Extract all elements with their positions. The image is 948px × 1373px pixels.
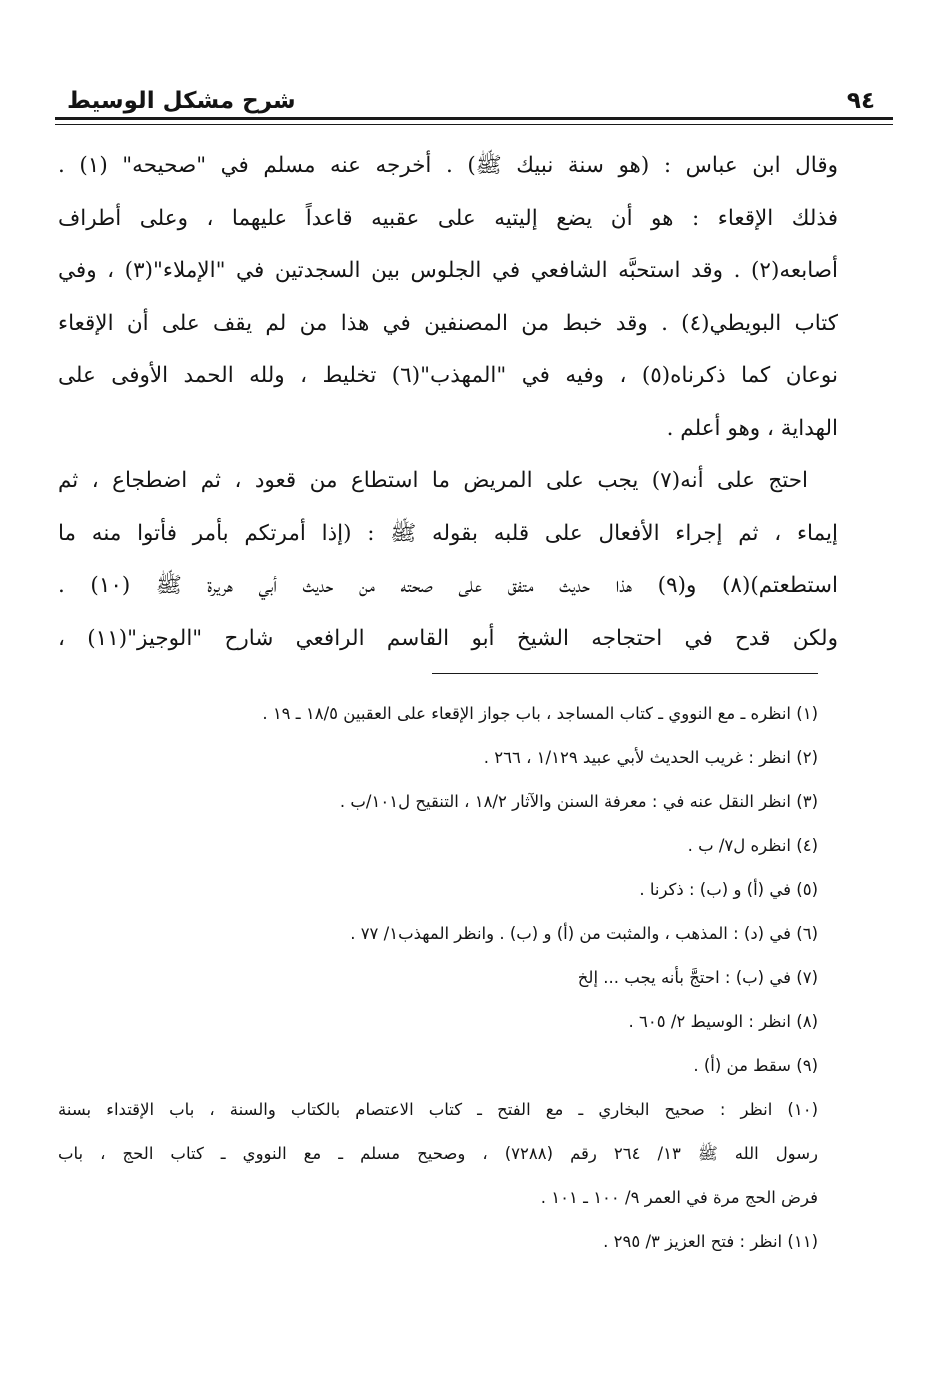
footnote: (١) انظره ـ مع النووي ـ كتاب المساجد ، باب جواز الإقعاء على العقبين ١٨/٥ ـ ١٩ . <box>262 704 818 723</box>
text-line: استطعتم)(٨) و(٩) هذا حديث متفق على صحته من حديث أبي هريرة ﷺ (١٠) . <box>58 573 838 598</box>
footnote-separator <box>432 673 818 674</box>
text-line: ولكن قدح في احتجاجه الشيخ أبو القاسم الرافعي شارح "الوجيز"(١١) ، <box>58 625 838 651</box>
footnote: (٩) سقط من (أ) . <box>693 1056 818 1075</box>
running-title: شرح مشكل الوسيط <box>67 88 296 114</box>
main-text <box>58 140 838 665</box>
text-line: نوعان كما ذكرناه(٥) ، وفيه في "المهذب"(٦) تخليط ، ولله الحمد الأوفى على <box>58 363 838 388</box>
footnote: (٧) في (ب) : احتجَّ بأنه يجب ... إلخ <box>577 968 818 987</box>
footnote: (٨) انظر : الوسيط ٢/ ٦٠٥ . <box>628 1012 818 1031</box>
header-rule-thick <box>55 117 893 120</box>
footnote-continuation: فرض الحج مرة في العمر ٩/ ١٠٠ ـ ١٠١ . <box>540 1188 818 1207</box>
footnote: (٣) انظر النقل عنه في : معرفة السنن والآثار ١٨/٢ ، التنقيح ل١٠١/ب . <box>339 792 818 811</box>
text-line: وقال ابن عباس : (هو سنة نبيك ﷺ) . أخرجه عنه مسلم في "صحيحه" (١) . <box>58 153 838 178</box>
footnote: (٤) انظره ل٧/ ب . <box>687 836 818 855</box>
footnote: (١٠) انظر : صحيح البخاري ـ مع الفتح ـ كتاب الاعتصام بالكتاب والسنة ، باب الإقتداء بسنة <box>58 1100 818 1119</box>
footnote: (١١) انظر : فتح العزيز ٣/ ٢٩٥ . <box>603 1232 818 1251</box>
footnote-continuation: رسول الله ﷺ ١٣/ ٢٦٤ رقم (٧٢٨٨) ، وصحيح مسلم ـ مع النووي ـ كتاب الحج ، باب <box>58 1144 819 1163</box>
running-header <box>55 82 893 122</box>
page-number: ٩٤ <box>846 88 875 114</box>
text-line: أصابعه(٢) . وقد استحبَّه الشافعي في الجلوس بين السجدتين في "الإملاء"(٣) ، وفي <box>58 258 839 283</box>
text-line: فذلك الإقعاء : هو أن يضع إليتيه على عقبيه قاعداً عليهما ، وعلى أطراف <box>58 205 838 231</box>
text-line: الهداية ، وهو أعلم . <box>666 415 838 441</box>
header-rule-thin <box>55 124 893 125</box>
footnote: (٢) انظر : غريب الحديث لأبي عبيد ١/١٢٩ ، ٢٦٦ . <box>483 748 818 767</box>
text-line: إيماء ، ثم إجراء الأفعال على قلبه بقوله ﷺ : (إذا أمرتكم بأمر فأتوا منه ما <box>58 520 838 546</box>
text-line: احتج على أنه(٧) يجب على المريض ما استطاع من قعود ، ثم اضطجاع ، ثم <box>58 468 808 493</box>
footnote: (٥) في (أ) و (ب) : ذكرنا . <box>639 880 818 899</box>
footnotes <box>58 692 818 1264</box>
footnote: (٦) في (د) : المذهب ، والمثبت من (أ) و (ب) . وانظر المهذب١/ ٧٧ . <box>350 924 818 943</box>
text-line: كتاب البويطي(٤) . وقد خبط من المصنفين في هذا من لم يقف على أن الإقعاء <box>58 310 838 336</box>
